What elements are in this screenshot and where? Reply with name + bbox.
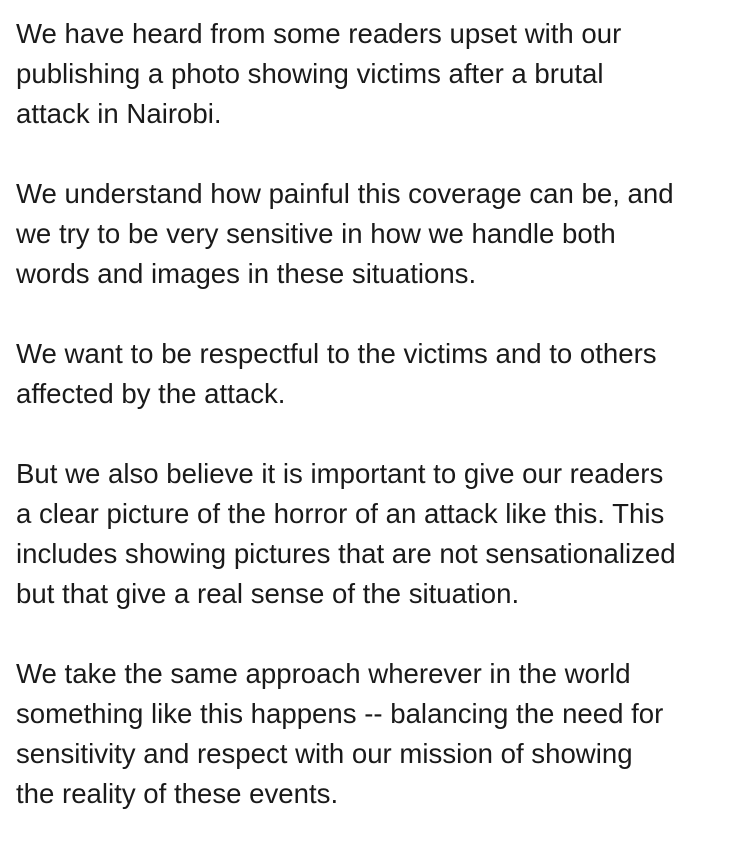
text-line: a clear picture of the horror of an attack like this. This <box>16 498 665 529</box>
text-line: We have heard from some readers upset with our <box>16 18 622 49</box>
paragraph-readers-upset <box>16 14 744 134</box>
statement-text <box>16 14 744 854</box>
text-line: But we also believe it is important to give our readers <box>16 458 664 489</box>
paragraph-respect <box>16 334 744 414</box>
text-line: something like this happens -- balancing the need for <box>16 698 664 729</box>
text-line: publishing a photo showing victims after a brutal <box>16 58 604 89</box>
paragraph-sensitivity <box>16 174 744 294</box>
text-line: includes showing pictures that are not sensationalized <box>16 538 676 569</box>
paragraph-same-approach <box>16 654 744 814</box>
text-line: we try to be very sensitive in how we handle both <box>16 218 616 249</box>
text-line: sensitivity and respect with our mission of showing <box>16 738 633 769</box>
paragraph-clear-picture <box>16 454 744 614</box>
text-line: but that give a real sense of the situation. <box>16 578 520 609</box>
text-line: We take the same approach wherever in the world <box>16 658 631 689</box>
text-line: words and images in these situations. <box>16 258 477 289</box>
text-line: We understand how painful this coverage can be, and <box>16 178 674 209</box>
text-line: affected by the attack. <box>16 378 286 409</box>
text-line: We want to be respectful to the victims and to others <box>16 338 657 369</box>
text-line: attack in Nairobi. <box>16 98 222 129</box>
text-line: the reality of these events. <box>16 778 339 809</box>
